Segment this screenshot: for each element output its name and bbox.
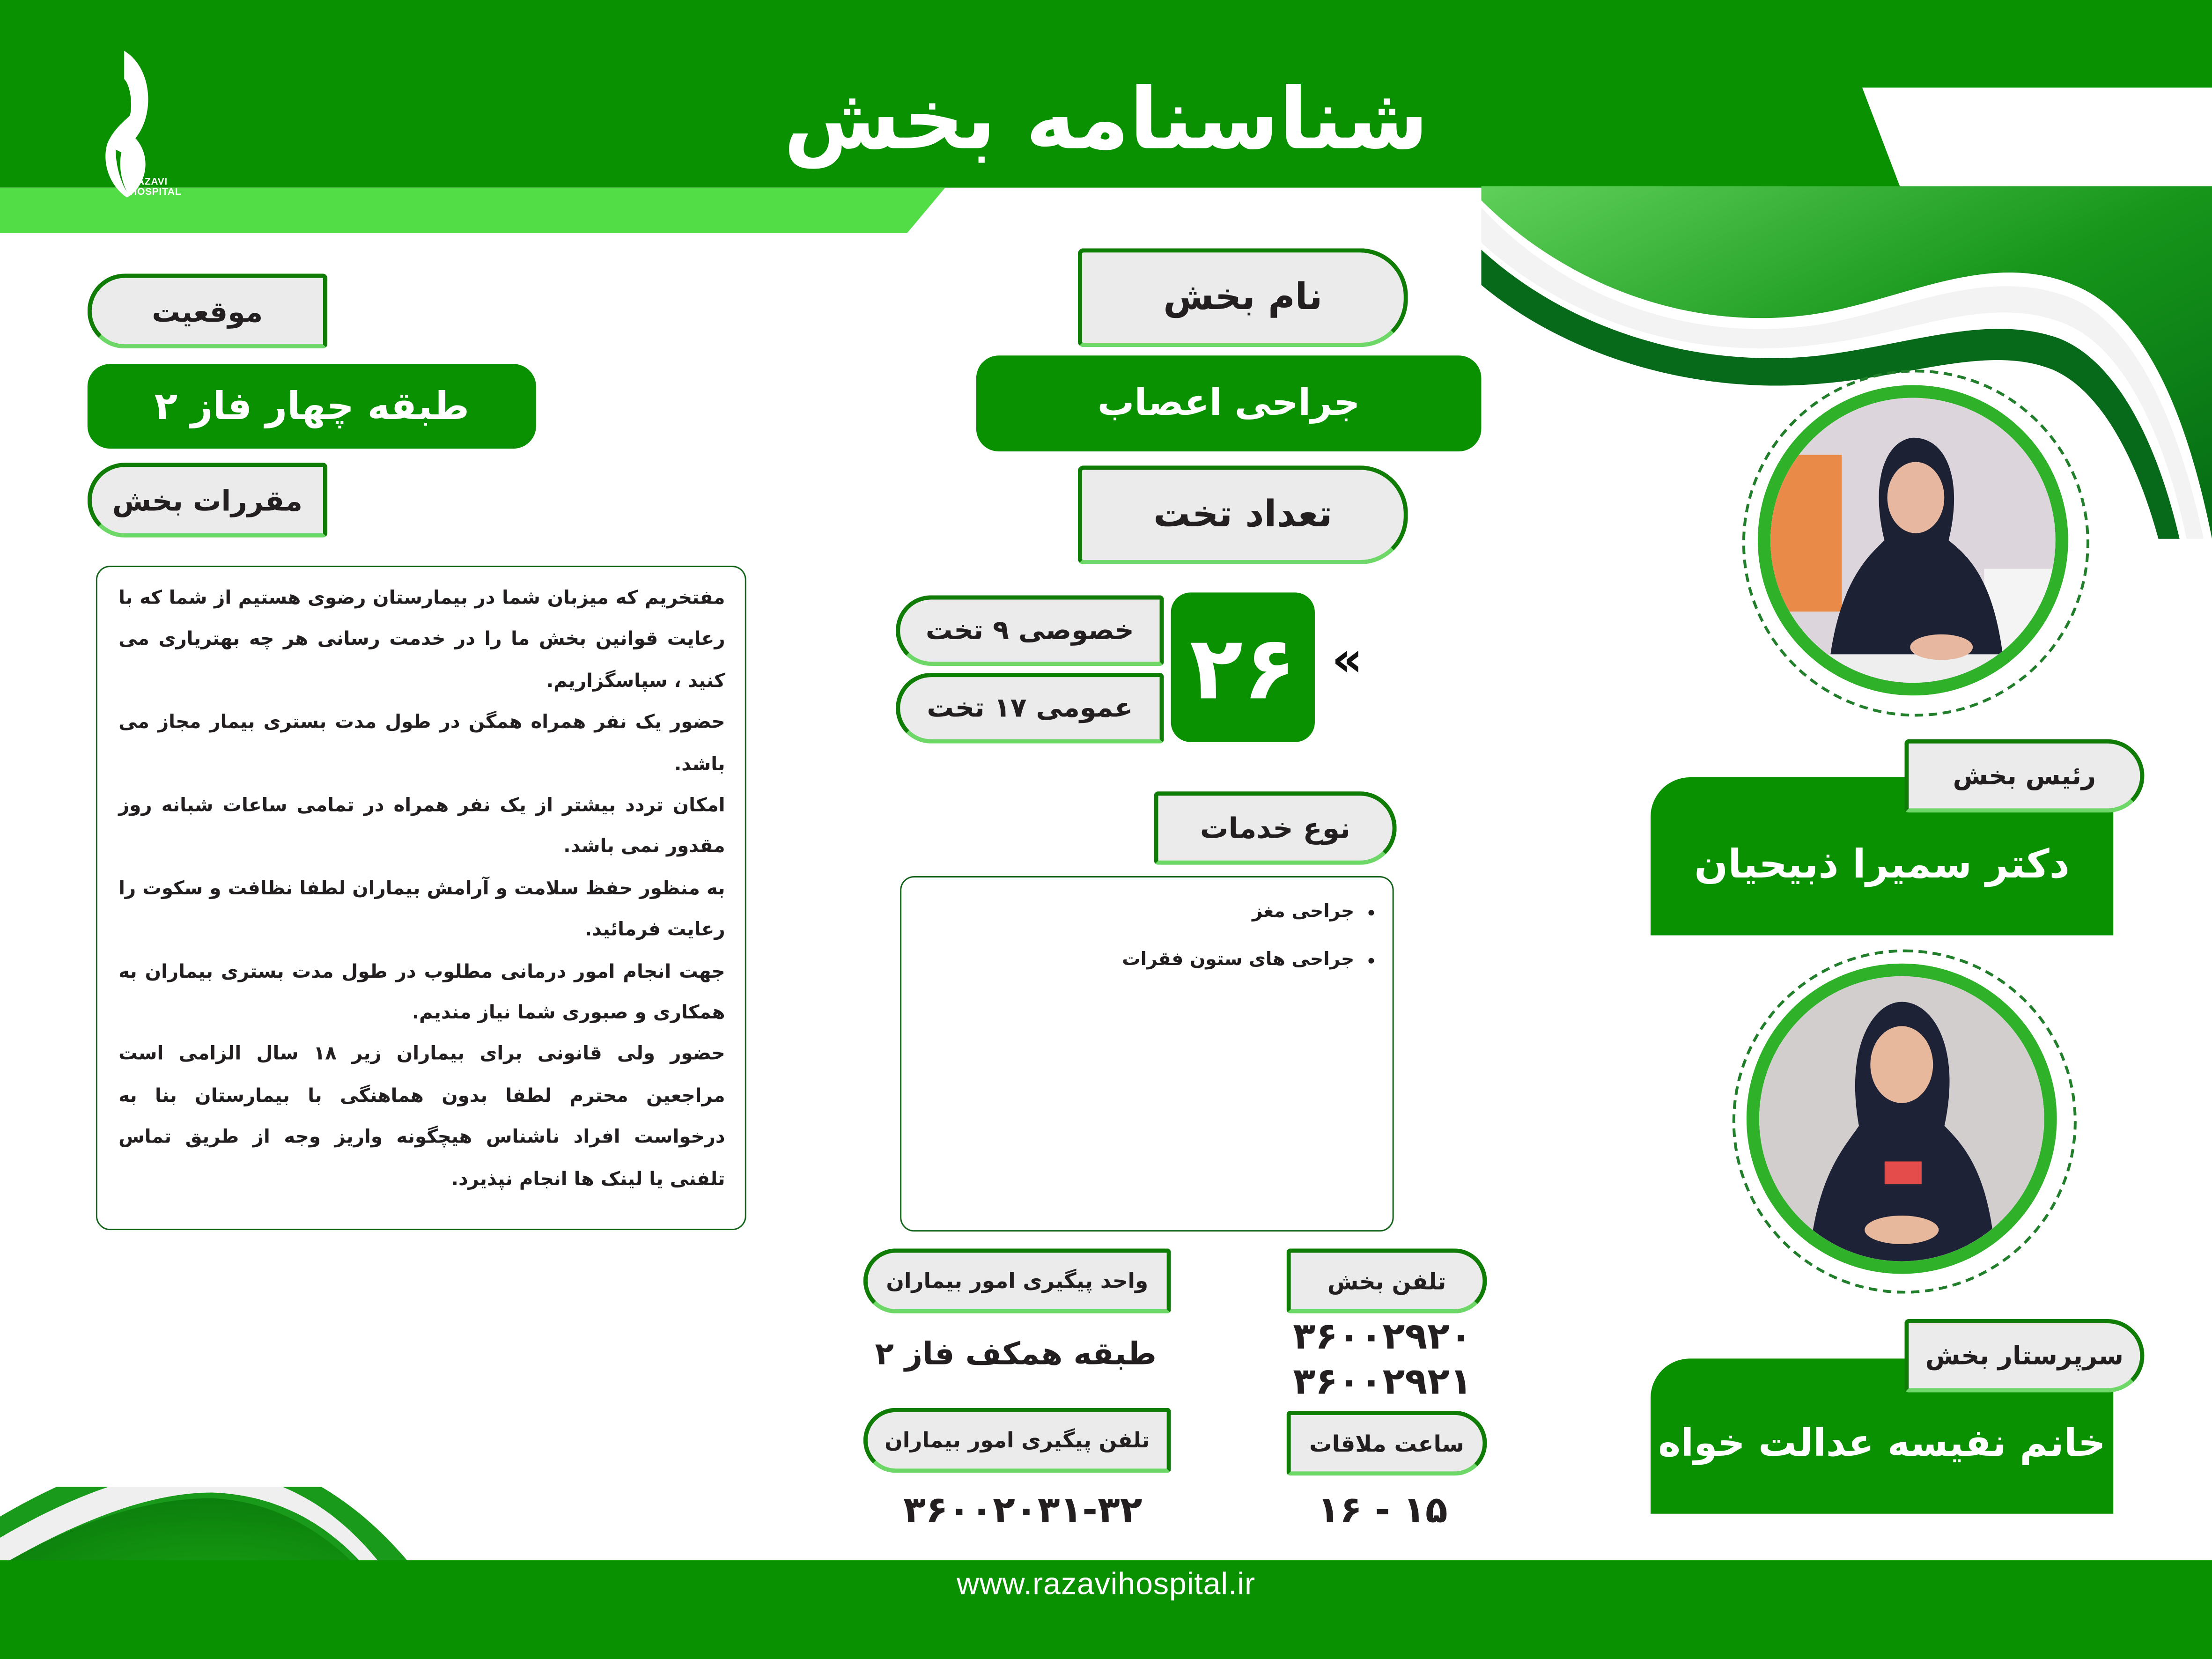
rule-paragraph: مفتخریم که میزبان شما در بیمارستان رضوی هستیم از شما که با رعایت قوانین بخش ما را در خدمت رسانی هر چه بهتریاری می کنید ، سپاسگزاریم.: [118, 588, 725, 693]
location-value-block: طبقه چهار فاز ۲: [88, 364, 536, 449]
followup-unit-value: طبقه همکف فاز ۲: [875, 1337, 1157, 1373]
ward-phone-2: ۳۶۰۰۲۹۲۱: [1293, 1361, 1472, 1404]
rule-paragraph: جهت انجام امور درمانی مطلوب در طول مدت بستری بیماران به همکاری و صبوری شما نیاز مندیم.: [118, 961, 725, 1025]
followup-phone-label-badge: تلفن پیگیری امور بیماران: [863, 1408, 1171, 1473]
visiting-hours-label-badge: ساعت ملاقات: [1287, 1411, 1487, 1476]
hospital-logo-icon: [85, 51, 184, 197]
rules-text: [118, 578, 725, 1201]
department-name-label-badge: نام بخش: [1078, 248, 1408, 347]
supervisor-portrait-photo: [1759, 976, 2044, 1261]
rule-paragraph: حضور یک نفر همراه همگن در طول مدت بستری بیمار مجاز می باشد.: [118, 713, 725, 775]
general-beds-badge: عمومی ۱۷ تخت: [896, 673, 1164, 744]
head-portrait-photo: [1770, 398, 2056, 683]
private-beds-badge: خصوصی ۹ تخت: [896, 595, 1164, 666]
supervisor-name-block: خانم نفیسه عدالت خواه: [1651, 1358, 2113, 1513]
ward-phone-numbers: [1270, 1315, 1496, 1405]
visiting-hours-value: ۱۵ - ۱۶: [1317, 1489, 1448, 1532]
list-item: • جراحی های ستون فقرات: [917, 936, 1354, 984]
followup-unit-label-badge: واحد پیگیری امور بیماران: [863, 1248, 1171, 1313]
website-link[interactable]: www.razavihospital.ir: [957, 1566, 1255, 1601]
services-list: [917, 889, 1382, 985]
department-name-value-block: جراحی اعصاب: [976, 355, 1482, 451]
person-photo-icon: [1759, 976, 2044, 1261]
beds-label-badge: تعداد تخت: [1078, 465, 1408, 564]
head-name-block: دکتر سمیرا ذبیحیان: [1651, 777, 2113, 935]
rule-paragraph: به منظور حفظ سلامت و آرامش بیماران لطفا نظافت و سکوت را رعایت فرمائید.: [118, 878, 725, 942]
services-label-badge: نوع خدمات: [1154, 791, 1396, 865]
ward-phone-label-badge: تلفن بخش: [1287, 1248, 1487, 1313]
page-title: شناسنامه بخش: [783, 70, 1429, 170]
footer-white-strip: [0, 1426, 628, 1487]
ward-phone-1: ۳۶۰۰۲۹۲۰: [1293, 1316, 1472, 1359]
rules-label-badge: مقررات بخش: [88, 463, 327, 538]
list-item: • جراحی مغز: [917, 889, 1354, 936]
head-role-badge: رئیس بخش: [1904, 739, 2144, 813]
logo-wordmark: RAZAVI HOSPITAL: [130, 177, 182, 198]
location-label-badge: موقعیت: [88, 273, 327, 348]
supervisor-role-badge: سرپرستار بخش: [1904, 1319, 2144, 1393]
person-photo-icon: [1770, 398, 2056, 683]
rule-paragraph: حضور ولی قانونی برای بیماران زیر ۱۸ سال الزامی است مراجعین محترم لطفا بدون هماهنگی با بیمارستان بنا به درخواست افراد ناشناس هیچگونه واریز وجه از طریق تماس تلفنی یا لینک ها انجام نپذیرد.: [118, 1044, 725, 1190]
double-chevron-icon: «: [1332, 632, 1363, 689]
followup-phone-value: ۳۶۰۰۲۰۳۱-۳۲: [903, 1489, 1143, 1532]
rule-paragraph: امکان تردد بیشتر از یک نفر همراه در تمامی ساعات شبانه روز مقدور نمی باشد.: [118, 796, 725, 859]
total-beds-block: ۲۶: [1171, 592, 1315, 742]
